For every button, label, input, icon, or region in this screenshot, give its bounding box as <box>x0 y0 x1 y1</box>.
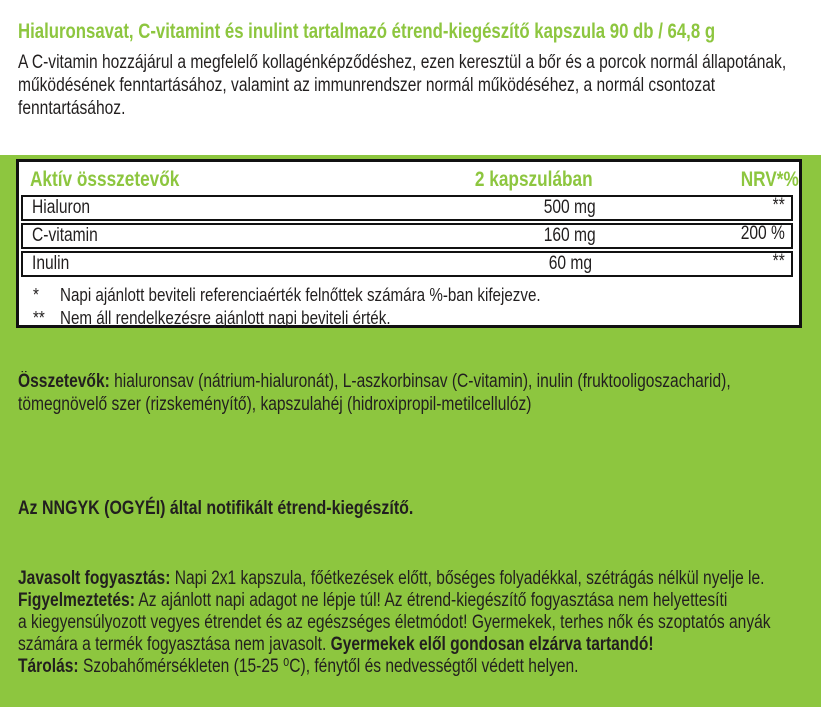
footnote-double-asterisk <box>33 306 799 329</box>
warning-text-part1: Az ajánlott napi adagot ne lépje túl! Az étrend-kiegészítő fogyasztása nem helyettesíti <box>134 590 728 611</box>
table-header-row <box>19 162 799 195</box>
claim-line-2: működésének fenntartásához, valamint az immunrendszer normál működéséhez, a normál csontozat <box>18 75 716 96</box>
ingredient-nrv: ** <box>772 195 785 216</box>
storage-label: Tárolás: <box>18 656 79 677</box>
footnote-marker: * <box>33 284 39 305</box>
col-header-nrv: NRV*% <box>740 168 799 191</box>
claim-line-3: fenntartásához. <box>18 98 126 119</box>
usage-line-3 <box>18 612 818 634</box>
suggested-use-label: Javasolt fogyasztás: <box>18 568 171 589</box>
warning-text-part3: számára a termék fogyasztása nem javasolt. <box>18 634 331 655</box>
table-footnotes <box>33 283 799 329</box>
ingredient-name: Inulin <box>32 253 70 274</box>
product-title-text: Hialuronsavat, C-vitamint és inulint tartalmazó étrend-kiegészítő kapszula 90 db / 64,8 g <box>18 19 716 43</box>
notification-statement <box>18 497 818 520</box>
health-claim-paragraph <box>18 51 818 120</box>
ingredients-line-2 <box>18 393 818 416</box>
usage-line-4 <box>18 634 818 656</box>
storage-text: Szobahőmérsékleten (15-25 ⁰C), fénytől és nedvességtől védett helyen. <box>78 656 579 677</box>
ingredient-amount: 160 mg <box>544 225 596 246</box>
ingredient-amount: 60 mg <box>548 253 592 274</box>
usage-line-1 <box>18 568 818 590</box>
ingredient-name: C-vitamin <box>32 225 98 246</box>
ingredient-nrv: ** <box>772 251 785 272</box>
usage-line-5 <box>18 656 818 678</box>
ingredient-nrv: 200 % <box>740 223 785 244</box>
ingredients-list-part1: hialuronsav (nátrium-hialuronát), L-aszkorbinsav (C-vitamin), inulin (fruktooligoszacharid), <box>109 371 731 392</box>
ingredients-list-part2: tömegnövelő szer (rizskeményítő), kapszulahéj (hidroxipropil-metilcellulóz) <box>18 394 532 415</box>
table-row-c-vitamin <box>21 223 793 249</box>
notification-text: Az NNGYK (OGYÉI) által notifikált étrend-kiegészítő. <box>18 497 414 519</box>
usage-warning-paragraph <box>18 568 818 678</box>
footnote-text: Napi ajánlott beviteli referenciaérték felnőttek számára %-ban kifejezve. <box>60 284 541 305</box>
table-row-inulin <box>21 251 793 277</box>
table-row-hialuron <box>21 195 793 221</box>
footnote-text: Nem áll rendelkezésre ajánlott napi beviteli érték. <box>60 307 391 328</box>
footnote-marker: ** <box>33 307 45 328</box>
col-header-ingredient: Aktív össszetevők <box>30 168 180 191</box>
active-ingredients-table <box>16 159 802 328</box>
ingredient-name: Hialuron <box>32 197 91 218</box>
warning-text-part2: a kiegyensúlyozott vegyes étrendet és az egészséges életmódot! Gyermekek, terhes nők és szoptatós anyák <box>18 612 771 633</box>
ingredient-amount: 500 mg <box>544 197 596 218</box>
claim-line-1: A C-vitamin hozzájárul a megfelelő kollagénképződéshez, ezen keresztül a bőr és a porcok normál állapotának, <box>18 52 787 73</box>
usage-line-2 <box>18 590 818 612</box>
ingredients-label: Összetevők: <box>18 371 110 392</box>
col-header-amount: 2 kapszulában <box>475 168 593 191</box>
footnote-single-asterisk <box>33 283 799 306</box>
keep-away-from-children-text: Gyermekek elől gondosan elzárva tartandó! <box>330 634 654 655</box>
ingredients-paragraph <box>18 370 818 416</box>
warning-label: Figyelmeztetés: <box>18 590 135 611</box>
product-title <box>18 16 818 46</box>
suggested-use-text: Napi 2x1 kapszula, főétkezések előtt, bőséges folyadékkal, szétrágás nélkül nyelje le. <box>170 568 765 589</box>
ingredients-line-1 <box>18 370 818 393</box>
